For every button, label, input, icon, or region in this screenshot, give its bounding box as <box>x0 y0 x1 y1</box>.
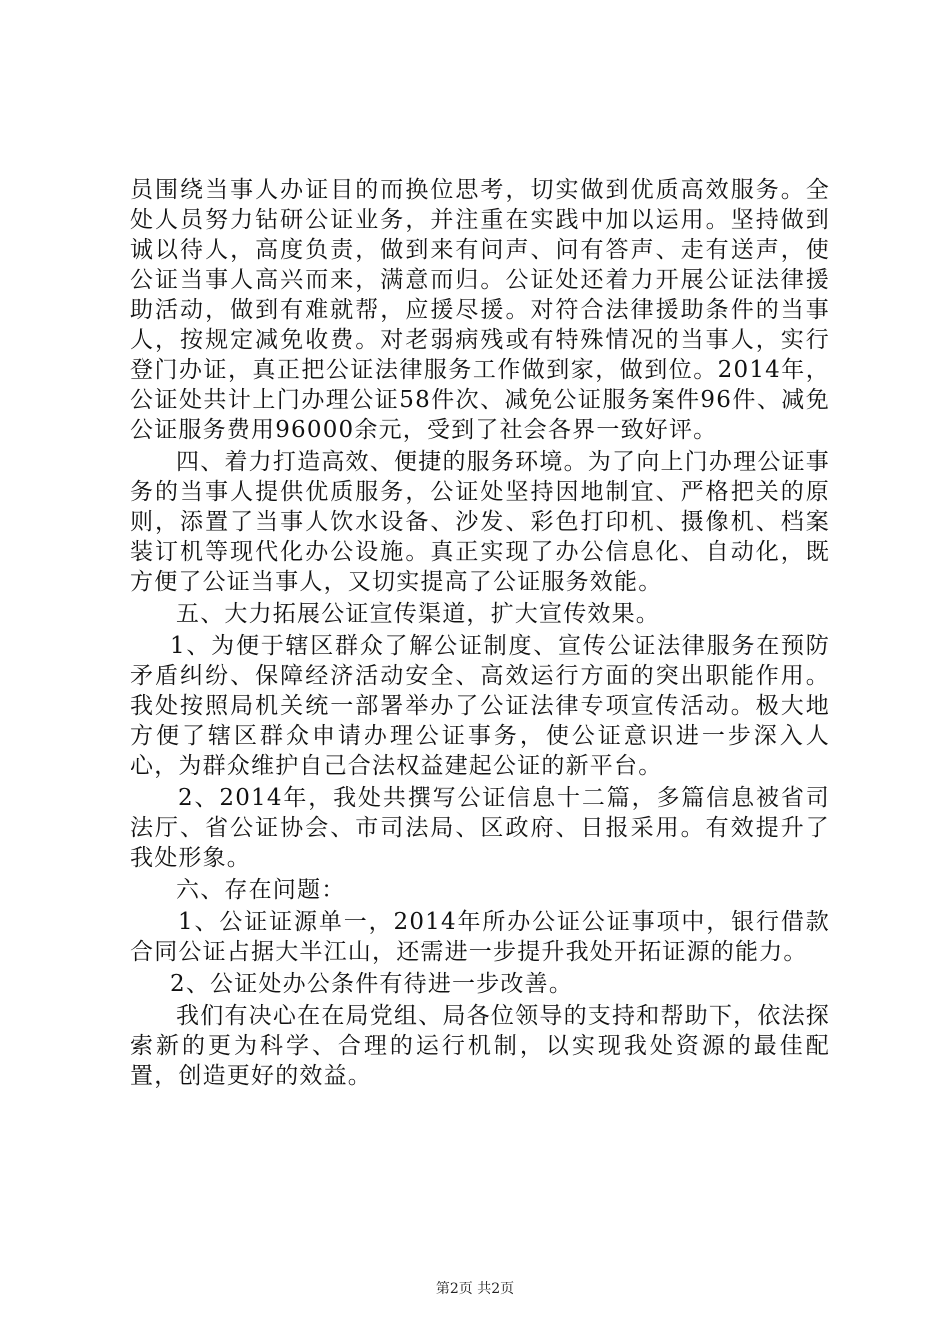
paragraph-section-six: 六、存在问题： <box>176 877 346 903</box>
paragraph-conclusion: 我们有决心在在局党组、局各位领导的支持和帮助下，依法探索新的更为科学、合理的运行机制，以实现我处资源的最佳配置，创造更好的效益。 <box>130 1003 830 1089</box>
page-footer <box>0 1278 950 1298</box>
paragraph-item-six-2: 2、公证处办公条件有待进一步改善。 <box>170 971 574 997</box>
paragraph-item-five-2: 2、2014年，我处共撰写公证信息十二篇，多篇信息被省司法厅、省公证协会、市司法局、区政府、日报采用。有效提升了我处形象。 <box>130 785 830 871</box>
paragraph-continuation: 员围绕当事人办证目的而换位思考，切实做到优质高效服务。全处人员努力钻研公证业务，并注重在实践中加以运用。坚持做到诚以待人，高度负责，做到来有问声、问有答声、走有送声，使公证当事人高兴而来，满意而归。公证处还着力开展公证法律援助活动，做到有难就帮，应援尽援。对符合法律援助条件的当事人，按规定减免收费。对老弱病残或有特殊情况的当事人，实行登门办证，真正把公证法律服务工作做到家，做到位。2014年，公证处共计上门办理公证58件次、减免公证服务案件96件、减免公证服务费用96000余元，受到了社会各界一致好评。 <box>130 177 830 443</box>
paragraph-section-four: 四、着力打造高效、便捷的服务环境。为了向上门办理公证事务的当事人提供优质服务，公证处坚持因地制宜、严格把关的原则，添置了当事人饮水设备、沙发、彩色打印机、摄像机、档案装订机等现代化办公设施。真正实现了办公信息化、自动化，既方便了公证当事人，又切实提高了公证服务效能。 <box>130 449 830 595</box>
paragraph-section-five: 五、大力拓展公证宣传渠道，扩大宣传效果。 <box>176 601 660 627</box>
document-body <box>130 175 830 1093</box>
page-number-label: 第2页 共2页 <box>435 1281 515 1297</box>
paragraph-item-six-1: 1、公证证源单一，2014年所办公证公证事项中，银行借款合同公证占据大半江山，还需进一步提升我处开拓证源的能力。 <box>130 909 830 965</box>
paragraph-item-five-1: 1、为便于辖区群众了解公证制度、宣传公证法律服务在预防矛盾纠纷、保障经济活动安全、高效运行方面的突出职能作用。我处按照局机关统一部署举办了公证法律专项宣传活动。极大地方便了辖区群众申请办理公证事务，使公证意识进一步深入人心，为群众维护自己合法权益建起公证的新平台。 <box>130 633 830 779</box>
